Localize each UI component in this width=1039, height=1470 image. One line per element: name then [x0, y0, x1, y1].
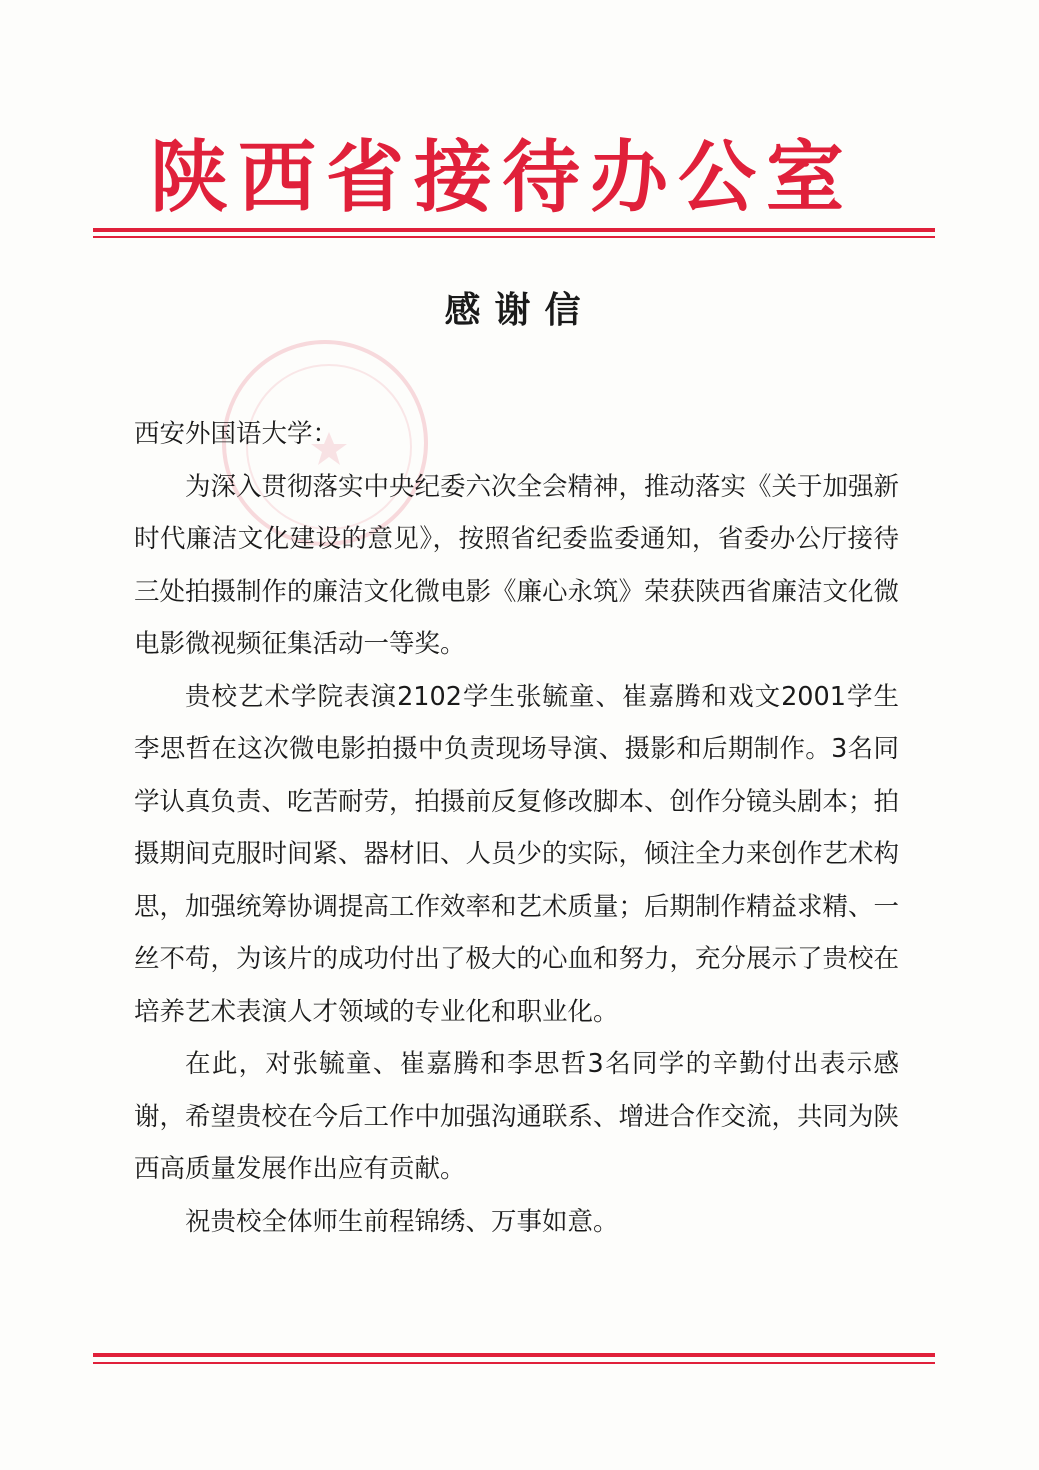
paragraph-1: 为深入贯彻落实中央纪委六次全会精神，推动落实《关于加强新时代廉洁文化建设的意见》，按照省纪委监委通知，省委办公厅接待三处拍摄制作的廉洁文化微电影《廉心永筑》荣获陕西省廉洁文化微电影微视频征集活动一等奖。 [134, 471, 900, 659]
footer-rule-bottom [93, 1362, 935, 1364]
letterhead-rule-bottom [93, 236, 935, 238]
letterhead-rule-top [93, 228, 935, 232]
letterhead-organization: 陕西省接待办公室 [150, 132, 855, 223]
footer-rule-top [93, 1353, 935, 1357]
paragraph-2: 贵校艺术学院表演2102学生张毓童、崔嘉腾和戏文2001学生李思哲在这次微电影拍摄中负责现场导演、摄影和后期制作。3名同学认真负责、吃苦耐劳，拍摄前反复修改脚本、创作分镜头剧本；拍摄期间克服时间紧、器材旧、人员少的实际，倾注全力来创作艺术构思，加强统筹协调提高工作效率和艺术质量；后期制作精益求精、一丝不苟，为该片的成功付出了极大的心血和努力，充分展示了贵校在培养艺术表演人才领域的专业化和职业化。 [134, 681, 900, 1027]
paragraph-3: 在此，对张毓童、崔嘉腾和李思哲3名同学的辛勤付出表示感谢，希望贵校在今后工作中加强沟通联系、增进合作交流，共同为陕西高质量发展作出应有贡献。 [134, 1049, 900, 1184]
document-title: 感谢信 [444, 290, 595, 331]
letter-body [134, 408, 899, 1248]
salutation: 西安外国语大学： [134, 419, 339, 449]
paragraph-4: 祝贵校全体师生前程锦绣、万事如意。 [185, 1206, 619, 1237]
